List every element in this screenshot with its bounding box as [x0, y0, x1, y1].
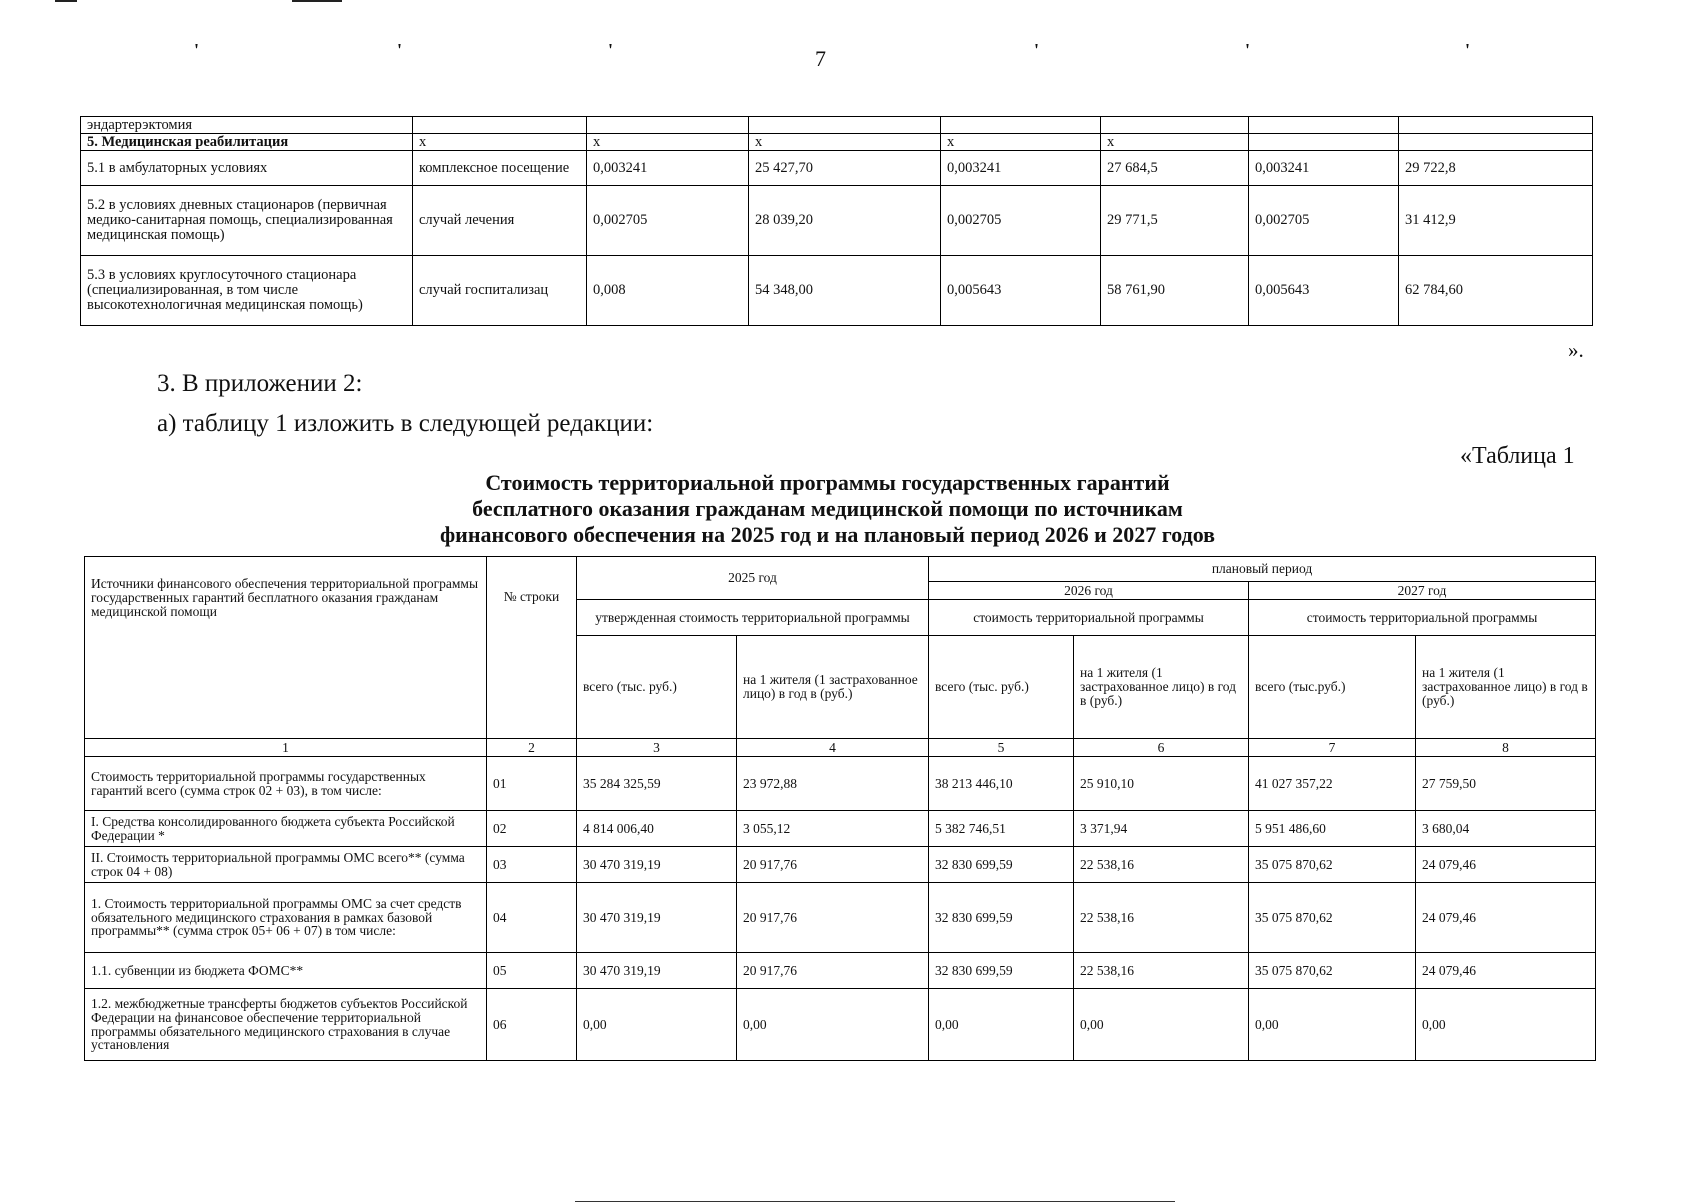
table-cell: 0,003241: [1249, 151, 1399, 186]
header-year-2026: 2026 год: [929, 582, 1249, 600]
table-cell: 20 917,76: [737, 883, 929, 953]
table-cell: 0,00: [1416, 989, 1596, 1061]
title-line: бесплатного оказания гражданам медицинской помощи по источникам: [472, 496, 1183, 521]
header-year-2027: 2027 год: [1249, 582, 1596, 600]
column-number: 6: [1074, 739, 1249, 757]
table-cell: 27 684,5: [1101, 151, 1249, 186]
title-line: финансового обеспечения на 2025 год и на плановый период 2026 и 2027 годов: [439, 522, 1216, 547]
table-cell: Стоимость территориальной программы государственных гарантий всего (сумма строк 02 + 03), в том числе:: [85, 757, 487, 811]
table-cell: 0,002705: [1249, 186, 1399, 256]
table-cell: 5.1 в амбулаторных условиях: [81, 151, 413, 186]
table-cell: 31 412,9: [1399, 186, 1593, 256]
table-cell: II. Стоимость территориальной программы ОМС всего** (сумма строк 04 + 08): [85, 847, 487, 883]
column-number-row: [85, 739, 1596, 757]
scan-mark: ': [397, 40, 403, 60]
table-cell: 35 075 870,62: [1249, 953, 1416, 989]
paragraph-appendix: 3. В приложении 2:: [157, 370, 363, 397]
header-total-2026: всего (тыс. руб.): [929, 636, 1074, 739]
column-number: 3: [577, 739, 737, 757]
table-cell: 1.2. межбюджетные трансферты бюджетов субъектов Российской Федерации на финансовое обеспечение территориальной программы обязательного медицинского страхования в случае установления: [85, 989, 487, 1061]
paragraph-instruction: а) таблицу 1 изложить в следующей редакции:: [157, 410, 654, 437]
table-cell: 5.3 в условиях круглосуточного стационара (специализированная, в том числе высокотехнологичная медицинская помощь): [81, 256, 413, 326]
table-cell: 0,00: [737, 989, 929, 1061]
table-cell: [413, 117, 587, 134]
table-cell: х: [749, 134, 941, 151]
scan-mark: ': [1465, 40, 1471, 60]
table-cell: х: [1101, 134, 1249, 151]
header-approved-cost: утвержденная стоимость территориальной программы: [577, 600, 929, 636]
table-cell: 0,005643: [941, 256, 1101, 326]
table-cell: 32 830 699,59: [929, 883, 1074, 953]
table-cell: 22 538,16: [1074, 953, 1249, 989]
scan-mark: ': [1034, 40, 1040, 60]
table-cell: 1.1. субвенции из бюджета ФОМС**: [85, 953, 487, 989]
table-cell: 06: [487, 989, 577, 1061]
header-planned-period: плановый период: [929, 557, 1596, 582]
scan-mark: ': [1245, 40, 1251, 60]
table-cell: 28 039,20: [749, 186, 941, 256]
table-cell: 0,002705: [941, 186, 1101, 256]
document-title: [300, 470, 1355, 548]
table-row: [81, 186, 1593, 256]
table-cell: 24 079,46: [1416, 883, 1596, 953]
table-cell: 0,002705: [587, 186, 749, 256]
table-cell: 0,00: [577, 989, 737, 1061]
table-cell: 54 348,00: [749, 256, 941, 326]
header-row-number: № строки: [487, 557, 577, 739]
page-number: 7: [815, 46, 826, 71]
table-cell: [941, 117, 1101, 134]
table-cell: 5.2 в условиях дневных стационаров (первичная медико-санитарная помощь, специализированная медицинская помощь): [81, 186, 413, 256]
table-cell: 04: [487, 883, 577, 953]
table-cell: 4 814 006,40: [577, 811, 737, 847]
table-cell: 1. Стоимость территориальной программы ОМС за счет средств обязательного медицинского страхования в рамках базовой программы** (сумма строк 05+ 06 + 07) в том числе:: [85, 883, 487, 953]
table-cell: 35 075 870,62: [1249, 883, 1416, 953]
table-cell: 3 371,94: [1074, 811, 1249, 847]
table-cell: эндартерэктомия: [81, 117, 413, 134]
table-cell: 23 972,88: [737, 757, 929, 811]
table-cell: [1249, 134, 1399, 151]
table-cell: [587, 117, 749, 134]
table-cell: [1399, 134, 1593, 151]
table-cell: 0,003241: [941, 151, 1101, 186]
table-cell: [1399, 117, 1593, 134]
table-cell: 0,00: [1074, 989, 1249, 1061]
header-row: [85, 557, 1596, 582]
table-row: [85, 757, 1596, 811]
table-cell: 29 722,8: [1399, 151, 1593, 186]
table-label: «Таблица 1: [1460, 443, 1575, 469]
header-per-capita-2027: на 1 жителя (1 застрахованное лицо) в год в (руб.): [1416, 636, 1596, 739]
table-cell: 0,008: [587, 256, 749, 326]
table-cell: 03: [487, 847, 577, 883]
header-year-2025: 2025 год: [577, 557, 929, 600]
table-cell: 02: [487, 811, 577, 847]
table-cell: 22 538,16: [1074, 847, 1249, 883]
main-table: [84, 556, 1596, 1061]
table-row: [81, 256, 1593, 326]
upper-table: [80, 116, 1593, 326]
header-cost-2026: стоимость территориальной программы: [929, 600, 1249, 636]
column-number: 4: [737, 739, 929, 757]
table-cell: [749, 117, 941, 134]
table-cell: 5 382 746,51: [929, 811, 1074, 847]
header-cost-2027: стоимость территориальной программы: [1249, 600, 1596, 636]
table-cell: 22 538,16: [1074, 883, 1249, 953]
table-cell: 01: [487, 757, 577, 811]
table-row: [85, 989, 1596, 1061]
table-row: [85, 953, 1596, 989]
scan-mark: ': [608, 40, 614, 60]
table-cell: случай лечения: [413, 186, 587, 256]
table-cell: 58 761,90: [1101, 256, 1249, 326]
table-row: [85, 811, 1596, 847]
title-line: Стоимость территориальной программы государственных гарантий: [485, 470, 1170, 495]
table-cell: 38 213 446,10: [929, 757, 1074, 811]
table-cell: 35 075 870,62: [1249, 847, 1416, 883]
table-row: [85, 847, 1596, 883]
table-cell: 0,003241: [587, 151, 749, 186]
column-number: 5: [929, 739, 1074, 757]
table-cell: 3 055,12: [737, 811, 929, 847]
closing-quote: ».: [1568, 338, 1584, 362]
table-row: [85, 883, 1596, 953]
header-total-2027: всего (тыс.руб.): [1249, 636, 1416, 739]
table-cell: 30 470 319,19: [577, 883, 737, 953]
header-per-capita-2026: на 1 жителя (1 застрахованное лицо) в год в (руб.): [1074, 636, 1249, 739]
table-cell: 0,005643: [1249, 256, 1399, 326]
table-cell: 24 079,46: [1416, 847, 1596, 883]
table-cell: 5 951 486,60: [1249, 811, 1416, 847]
column-number: 2: [487, 739, 577, 757]
header-per-capita-2025: на 1 жителя (1 застрахованное лицо) в год в (руб.): [737, 636, 929, 739]
table-cell: 32 830 699,59: [929, 847, 1074, 883]
table-cell: 30 470 319,19: [577, 953, 737, 989]
header-source: Источники финансового обеспечения территориальной программы государственных гарантий бесплатного оказания гражданам медицинской помощи: [85, 557, 487, 739]
table-cell: 30 470 319,19: [577, 847, 737, 883]
column-number: 1: [85, 739, 487, 757]
table-row: [81, 151, 1593, 186]
scan-mark: ': [194, 40, 200, 60]
table-cell: 0,00: [929, 989, 1074, 1061]
table-cell: случай госпитализац: [413, 256, 587, 326]
table-cell: комплексное посещение: [413, 151, 587, 186]
table-cell: 25 910,10: [1074, 757, 1249, 811]
table-cell: 27 759,50: [1416, 757, 1596, 811]
table-cell: 20 917,76: [737, 847, 929, 883]
table-row: [81, 117, 1593, 134]
table-cell: 35 284 325,59: [577, 757, 737, 811]
table-cell: 20 917,76: [737, 953, 929, 989]
table-row: [81, 134, 1593, 151]
table-cell: 29 771,5: [1101, 186, 1249, 256]
table-cell: 3 680,04: [1416, 811, 1596, 847]
table-cell: 41 027 357,22: [1249, 757, 1416, 811]
column-number: 8: [1416, 739, 1596, 757]
table-cell: 32 830 699,59: [929, 953, 1074, 989]
table-cell: 5. Медицинская реабилитация: [81, 134, 413, 151]
scan-edge-line-right: [292, 0, 342, 2]
table-cell: х: [941, 134, 1101, 151]
table-cell: [1101, 117, 1249, 134]
table-cell: х: [587, 134, 749, 151]
table-cell: 0,00: [1249, 989, 1416, 1061]
table-cell: [1249, 117, 1399, 134]
table-cell: х: [413, 134, 587, 151]
scan-edge-line-left: [55, 0, 77, 2]
table-cell: I. Средства консолидированного бюджета субъекта Российской Федерации *: [85, 811, 487, 847]
table-cell: 24 079,46: [1416, 953, 1596, 989]
table-cell: 05: [487, 953, 577, 989]
column-number: 7: [1249, 739, 1416, 757]
table-cell: 62 784,60: [1399, 256, 1593, 326]
header-total-2025: всего (тыс. руб.): [577, 636, 737, 739]
table-cell: 25 427,70: [749, 151, 941, 186]
